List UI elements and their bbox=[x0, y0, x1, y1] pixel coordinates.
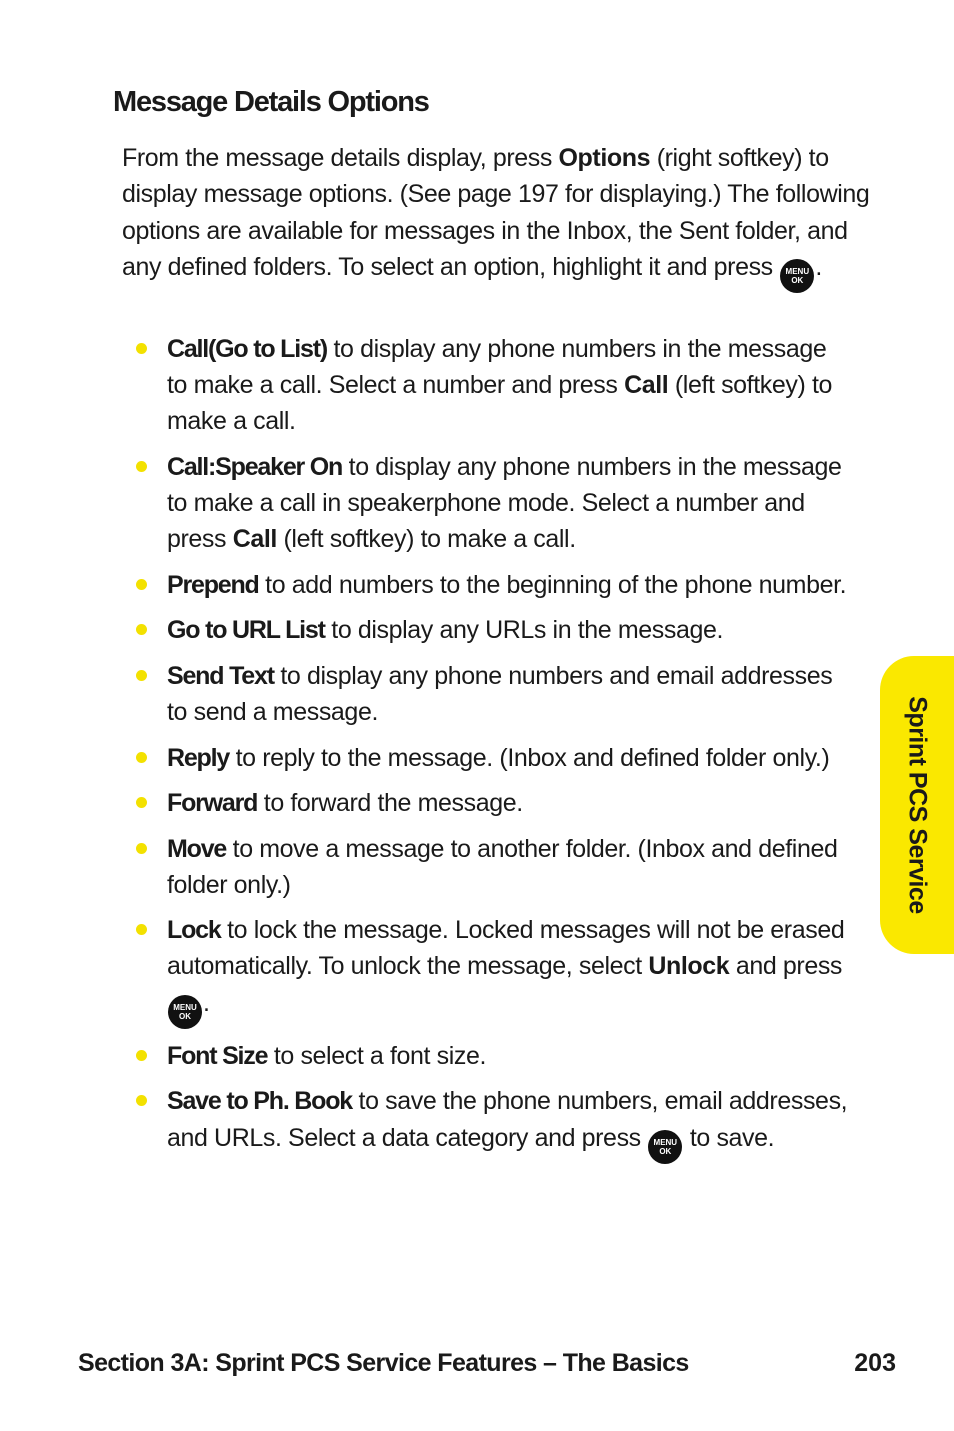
intro-paragraph bbox=[122, 140, 872, 293]
ok-key-label: OK bbox=[659, 1146, 672, 1156]
option-term: Prepend bbox=[167, 570, 259, 599]
list-item-call-go-to-list bbox=[130, 331, 850, 440]
ok-key-label: OK bbox=[791, 275, 804, 285]
list-item-font-size bbox=[130, 1038, 850, 1074]
options-list bbox=[130, 331, 850, 1173]
menu-key-label: MENU bbox=[785, 266, 810, 276]
menu-key-label: MENU bbox=[653, 1137, 678, 1147]
bullet-icon bbox=[136, 797, 147, 808]
option-desc: to add numbers to the beginning of the phone number. bbox=[258, 570, 847, 599]
option-desc: to display any phone numbers in the message to make a call. Select a number and press bbox=[167, 335, 827, 400]
ok-key-label: OK bbox=[179, 1011, 191, 1021]
option-key: Unlock bbox=[648, 952, 730, 981]
menu-key-label: MENU bbox=[173, 1002, 197, 1012]
bullet-icon bbox=[136, 1050, 147, 1061]
bullet-icon bbox=[136, 343, 147, 354]
list-item-reply bbox=[130, 740, 850, 776]
bullet-icon bbox=[136, 461, 147, 472]
menu-ok-key-icon bbox=[780, 259, 814, 293]
option-desc: to display any phone numbers in the message to make a call in speakerphone mode. Select a number and press bbox=[167, 452, 842, 554]
side-tab bbox=[880, 656, 954, 954]
list-item-forward bbox=[130, 785, 850, 821]
bullet-icon bbox=[136, 624, 147, 635]
option-desc: to reply to the message. (Inbox and defined folder only.) bbox=[229, 743, 830, 772]
bullet-icon bbox=[136, 924, 147, 935]
option-key: Call bbox=[232, 525, 277, 554]
list-item-save-to-ph-book bbox=[130, 1083, 850, 1163]
list-item-call-speaker-on bbox=[130, 449, 850, 558]
list-item-lock bbox=[130, 912, 850, 1028]
option-term: Move bbox=[167, 834, 227, 863]
section-heading: Message Details Options bbox=[113, 86, 429, 118]
option-term: Font Size bbox=[167, 1041, 268, 1070]
bullet-icon bbox=[136, 1095, 147, 1106]
option-desc: to move a message to another folder. (Inbox and defined folder only.) bbox=[167, 834, 838, 899]
intro-text-3: . bbox=[815, 252, 822, 281]
option-desc: to display any URLs in the message. bbox=[324, 616, 724, 645]
list-item-prepend bbox=[130, 567, 850, 603]
option-desc: to lock the message. Locked messages will not be erased automatically. To unlock the message, select bbox=[167, 916, 845, 981]
option-term: Lock bbox=[167, 916, 221, 945]
menu-ok-key-icon bbox=[648, 1130, 682, 1164]
option-desc-end: . bbox=[203, 988, 210, 1017]
option-term: Forward bbox=[167, 789, 258, 818]
list-item-send-text bbox=[130, 658, 850, 730]
option-desc-end: (left softkey) to make a call. bbox=[167, 371, 832, 436]
option-desc-end: to save. bbox=[683, 1123, 775, 1152]
option-desc-end: (left softkey) to make a call. bbox=[276, 525, 576, 554]
list-item-move bbox=[130, 831, 850, 903]
bullet-icon bbox=[136, 752, 147, 763]
bullet-icon bbox=[136, 670, 147, 681]
option-desc-mid: and press bbox=[729, 952, 843, 981]
side-tab-label: Sprint PCS Service bbox=[903, 696, 932, 914]
list-item-go-to-url-list bbox=[130, 612, 850, 648]
option-term: Go to URL List bbox=[167, 616, 325, 645]
options-term: Options bbox=[558, 144, 651, 172]
intro-text-1: From the message details display, press bbox=[122, 144, 559, 172]
bullet-icon bbox=[136, 843, 147, 854]
option-desc: to forward the message. bbox=[257, 789, 523, 818]
option-desc: to display any phone numbers and email addresses to send a message. bbox=[167, 661, 833, 727]
option-term: Call(Go to List) bbox=[167, 335, 327, 363]
option-term: Call:Speaker On bbox=[167, 452, 343, 481]
footer-section-title: Section 3A: Sprint PCS Service Features – The Basics bbox=[78, 1349, 689, 1377]
bullet-icon bbox=[136, 579, 147, 590]
option-desc: to select a font size. bbox=[267, 1041, 487, 1070]
option-desc: to save the phone numbers, email addresses, and URLs. Select a data category and press bbox=[167, 1087, 848, 1152]
menu-ok-key-icon bbox=[168, 995, 202, 1029]
option-key: Call bbox=[624, 371, 669, 400]
intro-text-2: (right softkey) to display message options. (See page 197 for displaying.) The following options are available for messages in the Inbox, the Sent folder, and any defined folders. To select an option, highlight it and press bbox=[122, 144, 870, 281]
option-term: Save to Ph. Book bbox=[167, 1087, 353, 1116]
option-term: Send Text bbox=[167, 661, 274, 690]
page-number: 203 bbox=[854, 1349, 896, 1377]
option-term: Reply bbox=[167, 743, 230, 772]
